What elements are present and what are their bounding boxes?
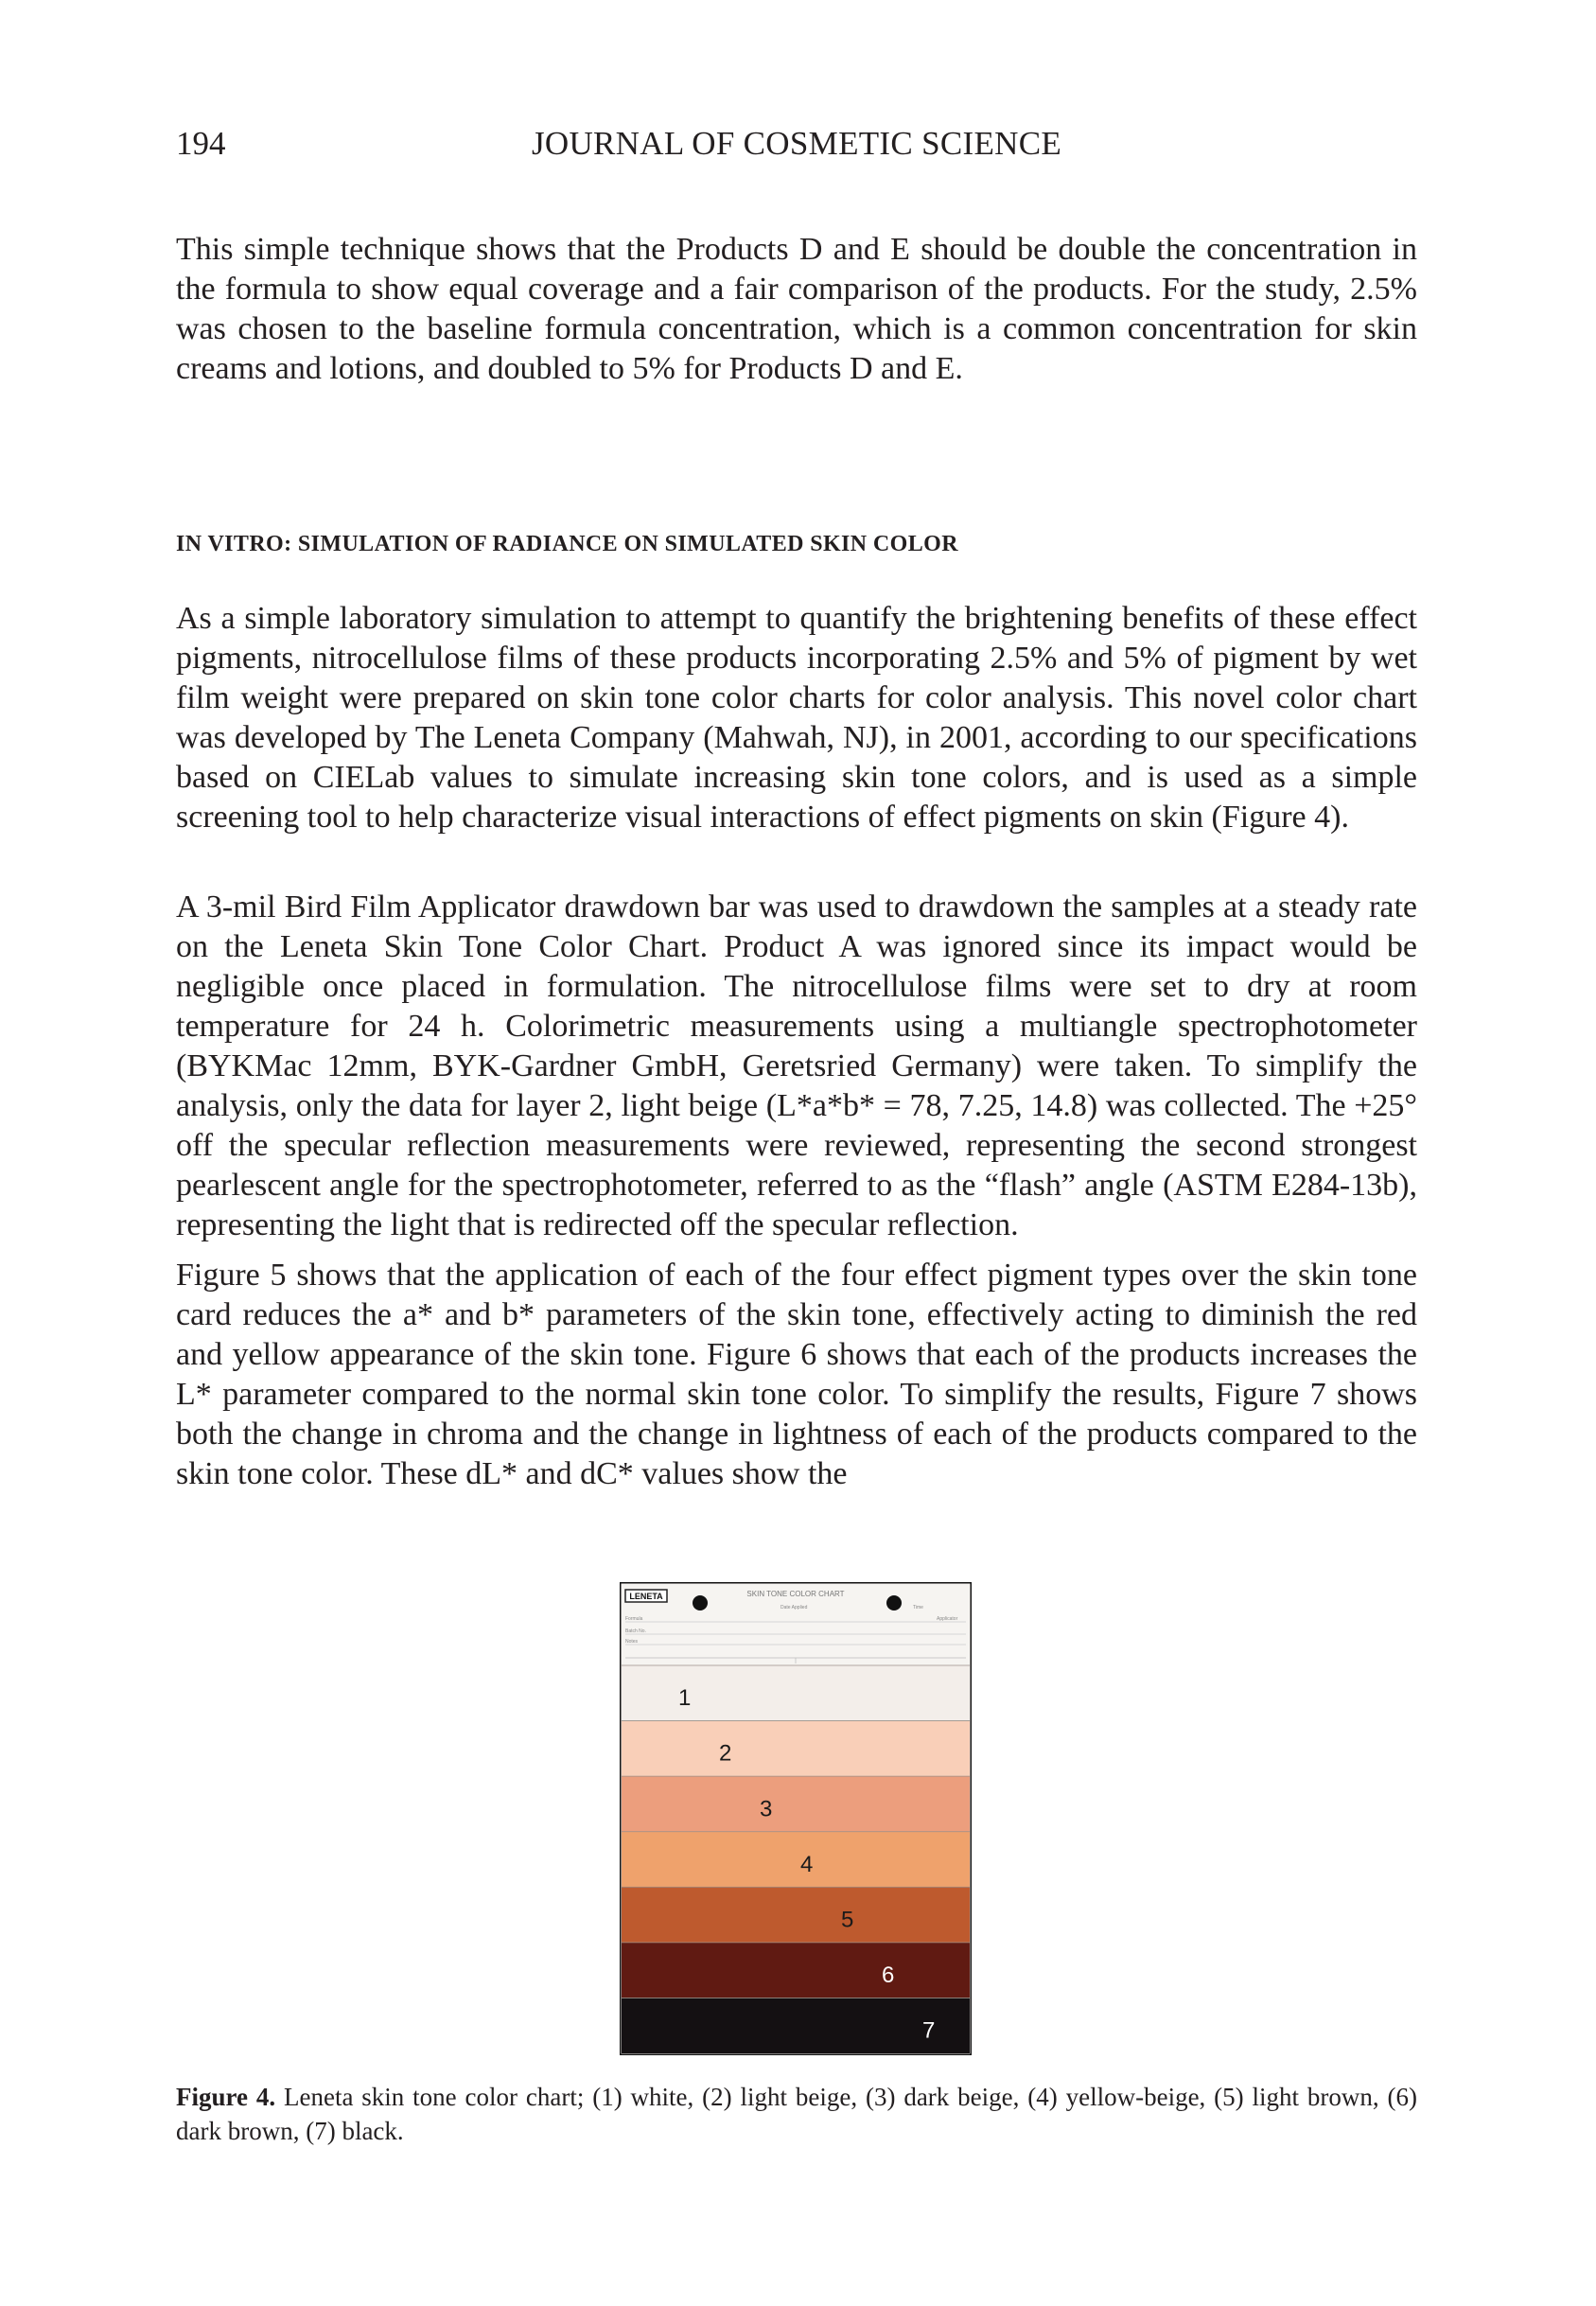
field-notes: Notes [625, 1639, 639, 1645]
color-band-3 [622, 1776, 970, 1832]
band-label-7: 7 [922, 2017, 936, 2044]
field-time: Time [913, 1605, 923, 1611]
paragraph-results: Figure 5 shows that the application of each of the four effect pigment types over the skin tone card reduces the a* and b* parameters of the skin tone, effectively acting to diminish the red and yellow appearance of the skin tone. Figure 6 shows that each of the products increases the L* parameter compared to the normal skin tone color. To simplify the results, Figure 7 shows both the change in chroma and the change in lightness of each of the products compared to the skin tone color. These dL* and dC* values show the [176, 1258, 1417, 1491]
field-batch: Batch No. [625, 1628, 646, 1634]
skin-tone-chart-image [620, 1582, 972, 2055]
journal-title: JOURNAL OF COSMETIC SCIENCE [531, 125, 1062, 162]
color-band-6 [622, 1943, 970, 1998]
paragraph-simulation: As a simple laboratory simulation to attempt to quantify the brightening benefits of these effect pigments, nitrocellulose films of these products incorporating 2.5% and 5% of pigment by wet film weight were prepared on skin tone color charts for color analysis. This novel color chart was developed by The Leneta Company (Mahwah, NJ), in 2001, according to our specifications based on CIELab values to simulate increasing skin tone colors, and is used as a simple screening tool to help characterize visual interactions of effect pigments on skin (Figure 4). [176, 601, 1417, 835]
section-heading: IN VITRO: SIMULATION OF RADIANCE ON SIMULATED SKIN COLOR [176, 532, 958, 556]
page-number: 194 [176, 125, 226, 162]
color-band-1 [622, 1665, 970, 1721]
band-label-1: 1 [678, 1685, 692, 1712]
band-label-2: 2 [719, 1740, 732, 1767]
field-formula: Formula [625, 1616, 643, 1622]
figure-caption [176, 2080, 1417, 2148]
color-band-2 [622, 1721, 970, 1777]
color-band-7 [622, 1998, 970, 2053]
caption-text: Leneta skin tone color chart; (1) white, (2) light beige, (3) dark beige, (4) yellow-beige, (5) light brown, (6) dark brown, (7) black. [176, 2083, 1417, 2145]
band-label-5: 5 [841, 1907, 854, 1933]
band-label-6: 6 [882, 1963, 895, 1989]
band-label-4: 4 [800, 1851, 814, 1877]
punch-hole-left [693, 1595, 708, 1611]
paragraph-intro: This simple technique shows that the Products D and E should be double the concentration in the formula to show equal coverage and a fair comparison of the products. For the study, 2.5% was chosen to the baseline formula concentration, which is a common concentration for skin creams and lotions, and doubled to 5% for Products D and E. [176, 232, 1417, 386]
chart-title: SKIN TONE COLOR CHART [746, 1590, 845, 1598]
field-applicator: Applicator [937, 1616, 958, 1622]
caption-label: Figure 4. [176, 2083, 276, 2111]
running-head [176, 125, 1417, 167]
figure-skin-tone-chart [620, 1582, 972, 2055]
punch-hole-right [886, 1595, 902, 1611]
color-band-4 [622, 1832, 970, 1888]
leneta-logo: LENETA [629, 1592, 663, 1601]
color-bands [622, 1665, 970, 2053]
color-band-5 [622, 1887, 970, 1943]
field-date-applied: Date Applied [780, 1605, 808, 1611]
band-label-3: 3 [760, 1796, 773, 1822]
paragraph-method: A 3-mil Bird Film Applicator drawdown bar was used to drawdown the samples at a steady rate on the Leneta Skin Tone Color Chart. Product A was ignored since its impact would be negligible once placed in formulation. The nitrocellulose films were set to dry at room temperature for 24 h. Colorimetric measurements using a multiangle spectrophotometer (BYKMac 12mm, BYK-Gardner GmbH, Geretsried Germany) were taken. To simplify the analysis, only the data for layer 2, light beige (L*a*b* = 78, 7.25, 14.8) was collected. The +25° off the specular reflection measurements were reviewed, representing the second strongest pearlescent angle for the spectrophotometer, referred to as the “flash” angle (ASTM E284-13b), representing the light that is redirected off the specular reflection. [176, 889, 1417, 1242]
